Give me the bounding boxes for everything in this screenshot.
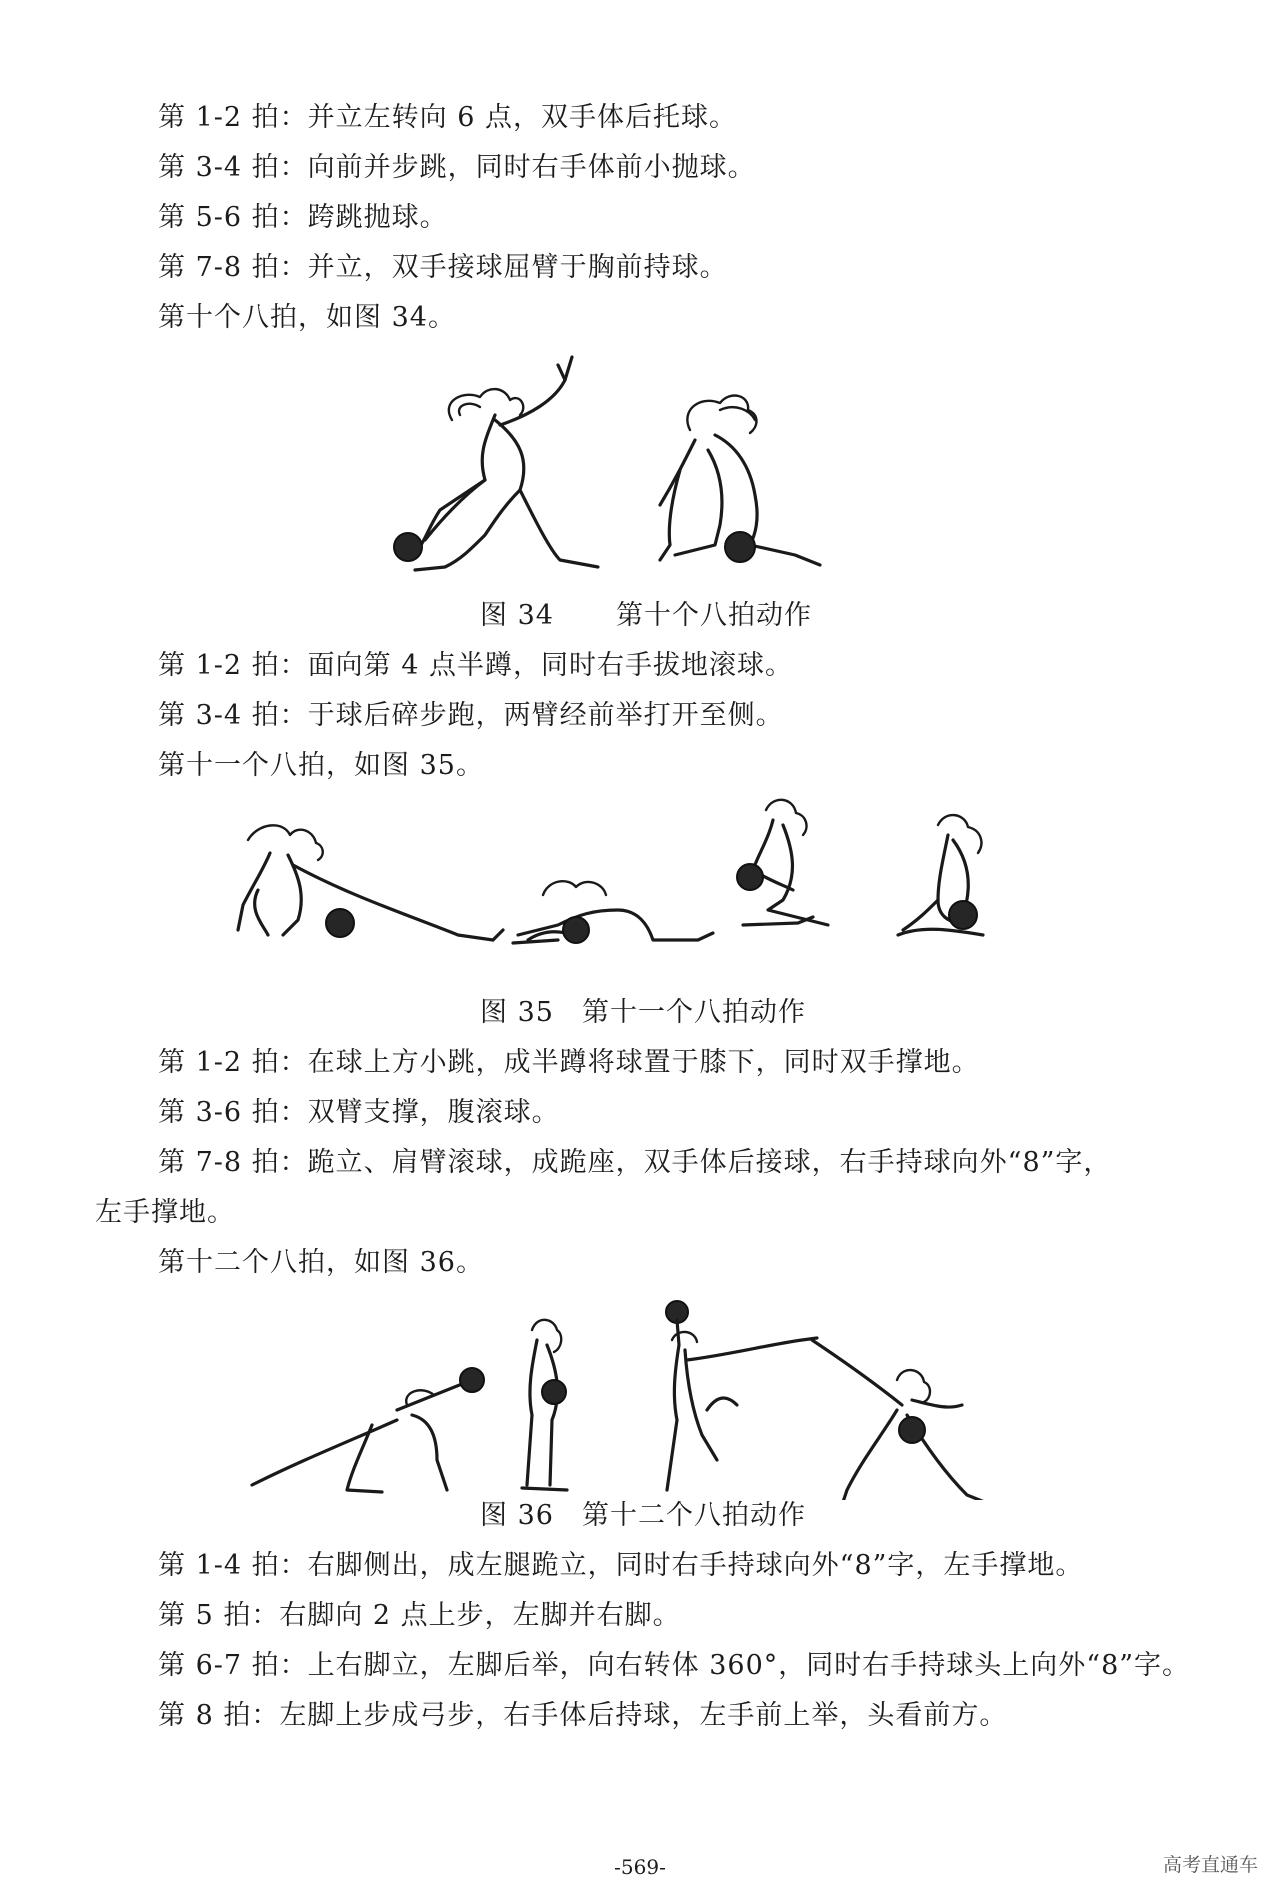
figure-title: 第十个八拍动作	[615, 600, 812, 631]
figure-34-caption	[480, 598, 812, 634]
paragraph-beat-1-4: 第 1-4 拍：右脚侧出，成左腿跪立，同时右手持球向外“8”字，左手撑地。	[158, 1550, 1084, 1581]
dancer-figure-4	[898, 815, 983, 935]
figure-number: 图 36	[480, 1500, 554, 1531]
dancer-figure-2	[522, 1320, 567, 1490]
dancer-figure-4	[812, 1340, 992, 1500]
figure-35-illustration	[228, 795, 1038, 975]
paragraph-beat-3-4: 第 3-4 拍：向前并步跳，同时右手体前小抛球。	[158, 152, 756, 183]
dancer-figure-2	[660, 396, 820, 565]
ball-icon	[460, 1368, 484, 1392]
ball-icon	[326, 909, 354, 937]
paragraph-continuation: 左手撑地。	[95, 1197, 235, 1228]
paragraph-beat-5-6: 第 5-6 拍：跨跳抛球。	[158, 202, 448, 233]
paragraph-beat-1-2: 第 1-2 拍：并立左转向 6 点，双手体后托球。	[158, 102, 737, 133]
dancer-figure-1	[252, 1368, 484, 1492]
figure-34-illustration	[370, 345, 880, 585]
paragraph-section-12: 第十二个八拍，如图 36。	[158, 1247, 484, 1278]
figure-title: 第十二个八拍动作	[581, 1500, 806, 1531]
paragraph-beat-3-4: 第 3-4 拍：于球后碎步跑，两臂经前举打开至侧。	[158, 700, 784, 731]
dancer-figure-2	[513, 881, 713, 943]
paragraph-beat-7-8: 第 7-8 拍：跪立、肩臂滚球，成跪座，双手体后接球，右手持球向外“8”字，	[158, 1147, 1112, 1178]
dancer-figure-3	[737, 800, 828, 925]
paragraph-beat-5: 第 5 拍：右脚向 2 点上步，左脚并右脚。	[158, 1600, 681, 1631]
paragraph-beat-1-2: 第 1-2 拍：面向第 4 点半蹲，同时右手拔地滚球。	[158, 650, 793, 681]
paragraph-beat-3-6: 第 3-6 拍：双臂支撑，腹滚球。	[158, 1097, 560, 1128]
paragraph-beat-8: 第 8 拍：左脚上步成弓步，右手体后持球，左手前上举，头看前方。	[158, 1700, 1008, 1731]
ball-icon	[899, 1417, 925, 1443]
dancer-figure-1	[394, 357, 598, 570]
paragraph-section-10: 第十个八拍，如图 34。	[158, 302, 456, 333]
figure-36-illustration	[222, 1300, 1022, 1500]
ball-icon	[949, 901, 977, 929]
dancer-figure-3	[666, 1301, 817, 1490]
ball-icon	[394, 533, 422, 561]
watermark: 高考直通车	[1162, 1854, 1258, 1876]
figure-number: 图 34	[480, 600, 554, 631]
paragraph-beat-6-7: 第 6-7 拍：上右脚立，左脚后举，向右转体 360°，同时右手持球头上向外“8”字。	[158, 1650, 1191, 1681]
paragraph-beat-7-8: 第 7-8 拍：并立，双手接球屈臂于胸前持球。	[158, 252, 728, 283]
figure-36-caption	[480, 1498, 806, 1534]
figure-title: 第十一个八拍动作	[581, 997, 806, 1028]
figure-35-caption	[480, 995, 806, 1031]
ball-icon	[725, 532, 755, 562]
page-number: -569-	[614, 1855, 666, 1879]
figure-number: 图 35	[480, 997, 554, 1028]
ball-icon	[563, 917, 589, 943]
paragraph-section-11: 第十一个八拍，如图 35。	[158, 750, 484, 781]
ball-icon	[542, 1380, 566, 1404]
paragraph-beat-1-2: 第 1-2 拍：在球上方小跳，成半蹲将球置于膝下，同时双手撑地。	[158, 1047, 980, 1078]
dancer-figure-1	[238, 825, 503, 940]
ball-icon	[737, 864, 763, 890]
